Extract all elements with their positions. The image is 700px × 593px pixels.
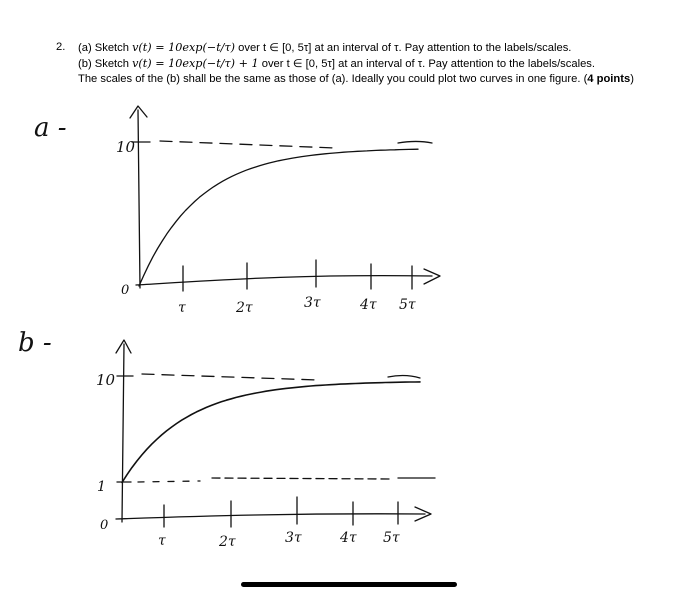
sketch-a-tick-label: τ (178, 300, 186, 316)
note-text: The scales of the (b) shall be the same as those of (a). Ideally you could plot two curves in one figure. ( (78, 73, 588, 85)
sketch-a-curve (139, 149, 418, 286)
points-label: 4 points (587, 73, 631, 85)
sketch-a-tick-label: 5τ (399, 297, 416, 313)
sketch-b-curve (122, 382, 420, 483)
part-b-range: over t ∈ [0, 5τ] (258, 58, 335, 70)
part-b-rest: at an interval of τ. Pay attention to the labels/scales. (334, 58, 596, 70)
sketch-a-tick-label: 2τ (236, 300, 253, 316)
sketch-a-tick-label: 4τ (360, 297, 377, 313)
sketch-b-tick-label: 2τ (219, 534, 236, 550)
sketch-b-y-label-10: 10 (96, 371, 116, 389)
sketch-b-asymptote-10-end (388, 376, 420, 378)
sketch-a-asymptote-end (398, 142, 432, 144)
sketch-a-tick-label: 3τ (304, 295, 321, 311)
sketch-b-tick-label: 5τ (383, 530, 400, 546)
sketch-b-label: b - (18, 328, 52, 358)
sketch-a-asymptote (160, 141, 335, 148)
sketch-a-label: a - (34, 113, 67, 143)
part-b-formula: v(t) = 10exp(−t/τ) + 1 (132, 57, 259, 70)
sketch-a-y-label-10: 10 (116, 138, 136, 156)
part-b-label: (b) Sketch (78, 58, 133, 70)
part-a-label: (a) Sketch (78, 42, 133, 54)
sketch-b-asymptote-1 (212, 478, 390, 479)
sketch-b-asymptote-10 (142, 374, 318, 380)
sketch-b-asymptote-1 (138, 481, 200, 482)
part-a-formula: v(t) = 10exp(−t/τ) (132, 41, 236, 54)
sketch-b-y-label-1: 1 (97, 479, 106, 495)
sketch-a-x-axis (136, 276, 432, 285)
part-a-rest: at an interval of τ. Pay attention to the labels/scales. (311, 42, 572, 54)
sketch-b-y-axis (122, 344, 124, 522)
sketch-b-tick-label: τ (158, 533, 166, 549)
home-indicator (241, 582, 457, 587)
part-a-range: over t ∈ [0, 5τ] (235, 42, 312, 54)
sketch-b-tick-label: 4τ (340, 530, 357, 546)
sketch-a-y-axis (138, 110, 140, 288)
sketch-b-y-label-0: 0 (100, 518, 109, 533)
problem-number: 2. (56, 41, 66, 53)
note-end: ) (630, 73, 634, 85)
sketch-a-y-label-0: 0 (121, 283, 130, 298)
sketch-b-x-axis (116, 514, 425, 519)
sketch-b-tick-label: 3τ (285, 530, 302, 546)
